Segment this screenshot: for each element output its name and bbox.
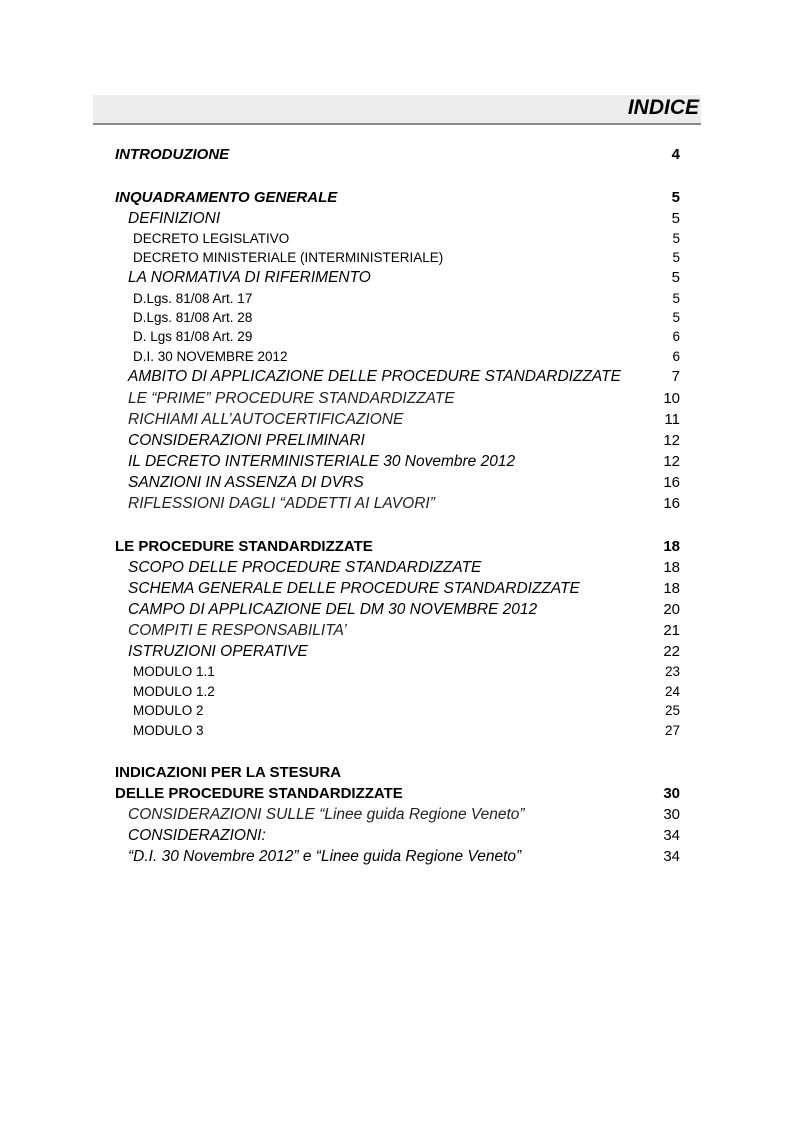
toc-entry-label: SCHEMA GENERALE DELLE PROCEDURE STANDARDIZZATE	[128, 580, 580, 597]
toc-entry[interactable]	[0, 368, 794, 388]
toc-entry-label: CONSIDERAZIONI:	[128, 827, 266, 844]
toc-entry-label: CAMPO DI APPLICAZIONE DEL DM 30 NOVEMBRE 2012	[128, 601, 538, 618]
toc-entry-page: 5	[672, 250, 680, 265]
toc-entry[interactable]	[0, 495, 794, 515]
toc-entry[interactable]	[0, 210, 794, 230]
toc-entry-label: D.I. 30 NOVEMBRE 2012	[133, 349, 288, 364]
toc-entry-page: 4	[671, 146, 680, 163]
toc-entry-page: 25	[664, 703, 680, 718]
toc-entry-label: INQUADRAMENTO GENERALE	[115, 189, 338, 206]
toc-entry[interactable]	[0, 474, 794, 494]
index-header	[93, 95, 701, 125]
toc-entry[interactable]	[0, 580, 794, 600]
toc-entry-page: 23	[664, 664, 680, 679]
toc-entry-label: DELLE PROCEDURE STANDARDIZZATE	[115, 785, 403, 802]
toc-entry-page: 5	[672, 231, 680, 246]
toc-entry[interactable]	[0, 189, 794, 209]
toc-entry[interactable]	[0, 432, 794, 452]
toc-entry[interactable]	[0, 310, 794, 330]
toc-entry-page: 30	[663, 806, 680, 823]
toc-entry[interactable]	[0, 643, 794, 663]
toc-entry[interactable]	[0, 764, 794, 784]
toc-entry[interactable]	[0, 146, 794, 166]
toc-entry[interactable]	[0, 390, 794, 410]
toc-entry-label: SANZIONI IN ASSENZA DI DVRS	[128, 474, 364, 491]
toc-entry-page: 5	[672, 291, 680, 306]
toc-entry-label: DECRETO MINISTERIALE (INTERMINISTERIALE)	[133, 250, 444, 265]
toc-entry[interactable]	[0, 349, 794, 369]
toc-entry[interactable]	[0, 291, 794, 311]
toc-entry[interactable]	[0, 684, 794, 704]
toc-entry-page: 20	[663, 601, 680, 618]
toc-entry-label: D.Lgs. 81/08 Art. 28	[133, 310, 253, 325]
toc-entry-page: 22	[663, 643, 680, 660]
toc-entry-page: 18	[663, 559, 680, 576]
toc-entry-label: IL DECRETO INTERMINISTERIALE 30 Novembre 2012	[128, 453, 516, 470]
toc-entry-label: SCOPO DELLE PROCEDURE STANDARDIZZATE	[128, 559, 482, 576]
toc-entry-label: LE PROCEDURE STANDARDIZZATE	[115, 538, 373, 555]
toc-entry[interactable]	[0, 723, 794, 743]
toc-entry-page: 6	[672, 329, 680, 344]
toc-entry-label: ISTRUZIONI OPERATIVE	[128, 643, 308, 660]
page-title: INDICE	[627, 96, 699, 119]
toc-entry-page: 5	[671, 189, 680, 206]
toc-entry[interactable]	[0, 269, 794, 289]
toc-entry-page: 18	[663, 538, 680, 555]
toc-entry-label: D.Lgs. 81/08 Art. 17	[133, 291, 253, 306]
toc-entry-page: 34	[663, 827, 680, 844]
toc-entry-page: 16	[663, 474, 680, 491]
toc-entry-label: MODULO 1.2	[133, 684, 215, 699]
toc-entry[interactable]	[0, 559, 794, 579]
toc-entry[interactable]	[0, 411, 794, 431]
toc-entry-label: D. Lgs 81/08 Art. 29	[133, 329, 253, 344]
toc-entry-label: MODULO 1.1	[133, 664, 215, 679]
toc-entry-page: 5	[671, 210, 680, 227]
toc-entry[interactable]	[0, 453, 794, 473]
toc-entry-page: 21	[663, 622, 680, 639]
toc-entry-label: COMPITI E RESPONSABILITA’	[128, 622, 347, 639]
toc-entry[interactable]	[0, 806, 794, 826]
toc-entry[interactable]	[0, 329, 794, 349]
toc-entry[interactable]	[0, 538, 794, 558]
toc-entry-label: CONSIDERAZIONI SULLE “Linee guida Regione Veneto”	[128, 806, 525, 823]
toc-entry-label: LE “PRIME” PROCEDURE STANDARDIZZATE	[128, 390, 455, 407]
toc-entry-page: 30	[663, 785, 680, 802]
toc-entry-page: 5	[671, 269, 680, 286]
toc-entry[interactable]	[0, 827, 794, 847]
toc-entry-page: 12	[663, 432, 680, 449]
toc-entry-page: 18	[663, 580, 680, 597]
toc-entry[interactable]	[0, 848, 794, 868]
toc-entry-label: LA NORMATIVA DI RIFERIMENTO	[128, 269, 371, 286]
toc-entry-label: RIFLESSIONI DAGLI “ADDETTI AI LAVORI”	[128, 495, 435, 512]
toc-entry[interactable]	[0, 231, 794, 251]
toc-entry-label: RICHIAMI ALL’AUTOCERTIFICAZIONE	[128, 411, 404, 428]
toc-entry[interactable]	[0, 785, 794, 805]
toc-entry-page: 10	[663, 390, 680, 407]
toc-entry-page: 7	[671, 368, 680, 385]
toc-entry[interactable]	[0, 601, 794, 621]
toc-entry-page: 34	[663, 848, 680, 865]
toc-entry-page: 6	[672, 349, 680, 364]
toc-entry-label: “D.I. 30 Novembre 2012” e “Linee guida Regione Veneto”	[128, 848, 522, 865]
toc-entry-label: MODULO 2	[133, 703, 204, 718]
toc-entry-label: CONSIDERAZIONI PRELIMINARI	[128, 432, 365, 449]
toc-entry-page: 11	[664, 411, 680, 428]
toc-entry-label: INTRODUZIONE	[115, 146, 230, 163]
toc-entry-page: 27	[664, 723, 680, 738]
toc-entry-label: DECRETO LEGISLATIVO	[133, 231, 290, 246]
toc-entry-label: MODULO 3	[133, 723, 204, 738]
toc-entry[interactable]	[0, 622, 794, 642]
toc-entry-page: 5	[672, 310, 680, 325]
toc-entry[interactable]	[0, 664, 794, 684]
toc-entry-label: AMBITO DI APPLICAZIONE DELLE PROCEDURE STANDARDIZZATE	[128, 368, 621, 385]
toc-entry-label: DEFINIZIONI	[128, 210, 221, 227]
toc-entry[interactable]	[0, 250, 794, 270]
toc-entry[interactable]	[0, 703, 794, 723]
toc-entry-page: 24	[664, 684, 680, 699]
toc-entry-page: 16	[663, 495, 680, 512]
toc-entry-label: INDICAZIONI PER LA STESURA	[115, 764, 342, 781]
toc-entry-page: 12	[663, 453, 680, 470]
